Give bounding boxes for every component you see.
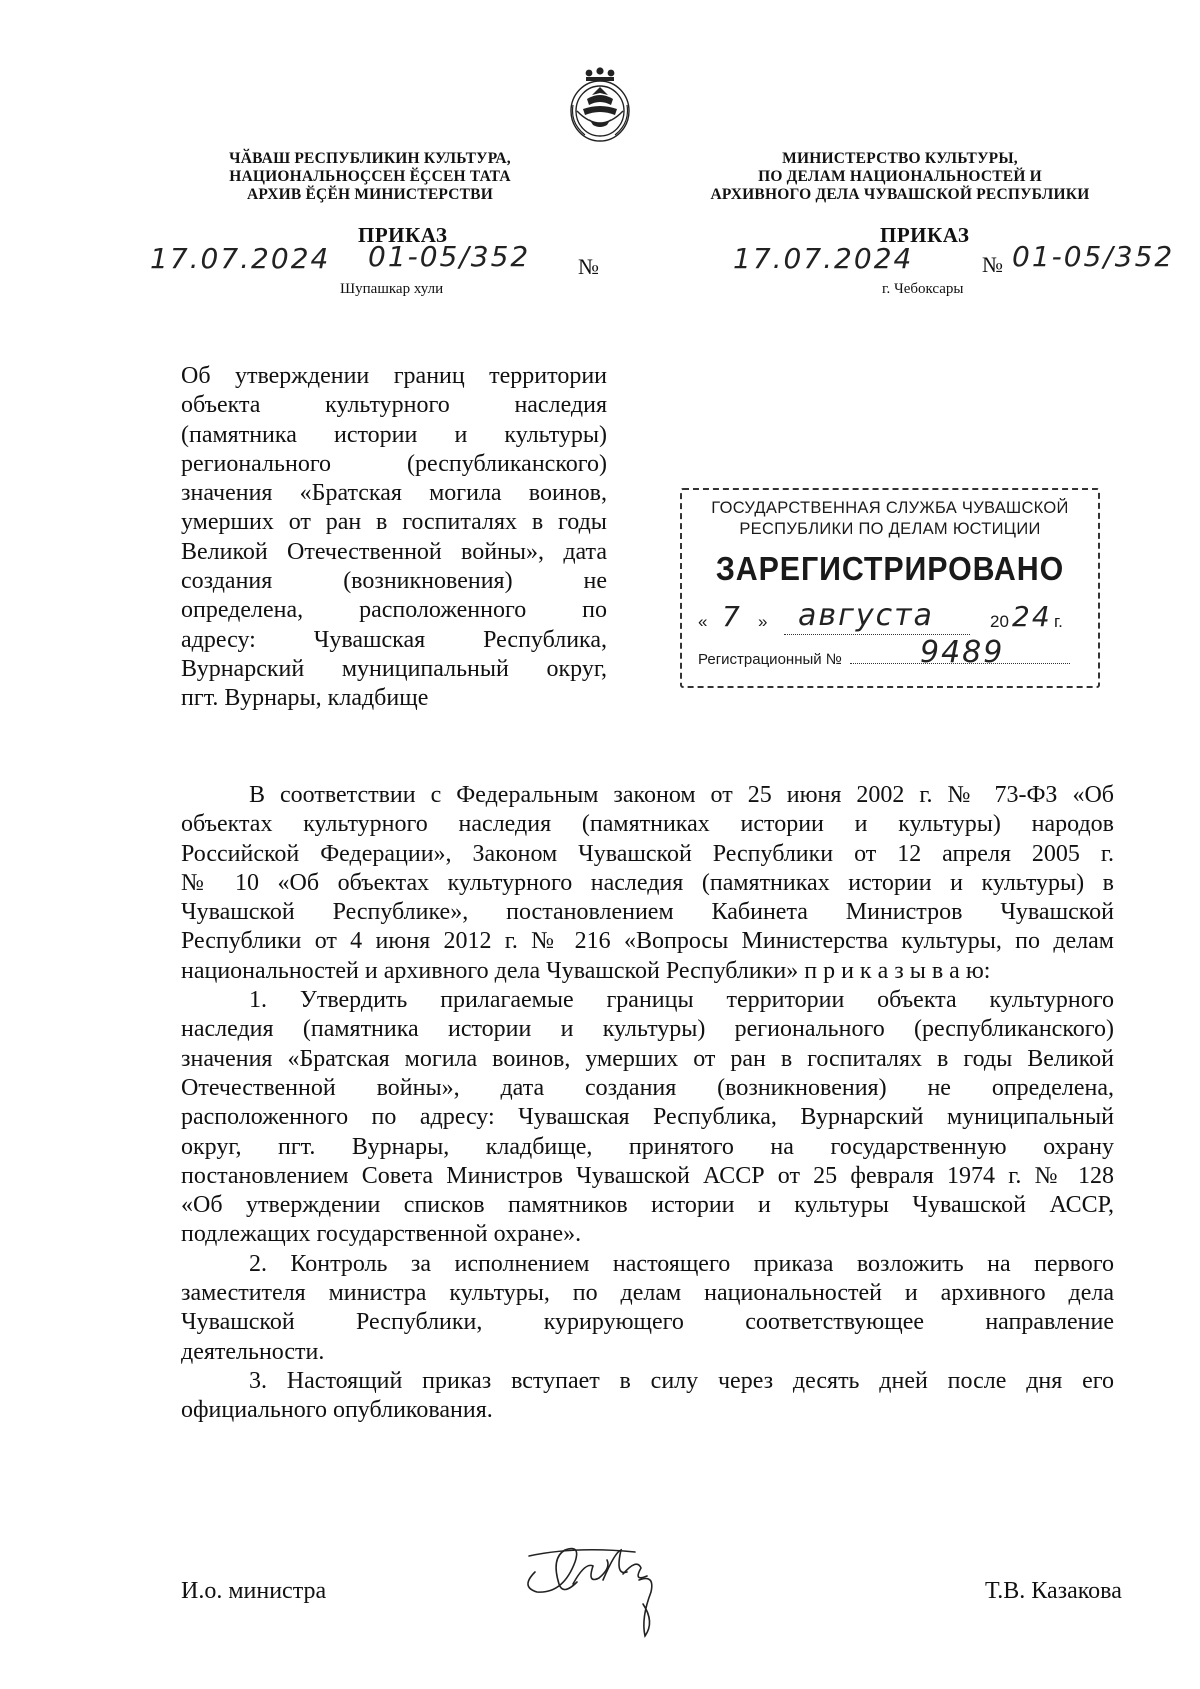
body-line: 3. Настоящий приказ вступает в силу через десять дней после дня его	[249, 1367, 1114, 1394]
order-body	[181, 781, 1114, 1426]
body-line: подлежащих государственной охране».	[181, 1221, 582, 1248]
title-line	[181, 479, 607, 508]
body-line: 2. Контроль за исполнением настоящего приказа возложить на первого	[249, 1250, 1114, 1277]
title-word: и	[454, 421, 468, 448]
body-line: наследия (памятника истории и культуры) регионального (республиканского)	[181, 1016, 1114, 1043]
order-city-right: г. Чебоксары	[882, 281, 964, 297]
title-word: могила	[429, 480, 502, 507]
title-word: культуры)	[504, 421, 607, 448]
signatory-name: Т.В. Казакова	[985, 1578, 1122, 1604]
title-word: «Братская	[299, 480, 402, 507]
title-word: умерших	[181, 509, 274, 536]
stamp-agency-line2: РЕСПУБЛИКИ ПО ДЕЛАМ ЮСТИЦИИ	[739, 520, 1041, 538]
org-name-russian-line: МИНИСТЕРСТВО КУЛЬТУРЫ,	[782, 150, 1018, 167]
title-word: по	[582, 597, 607, 624]
title-word: культурного	[325, 392, 450, 419]
title-word: в	[376, 509, 388, 536]
title-line	[181, 567, 607, 596]
title-word: госпиталях	[402, 509, 518, 536]
body-line: официального опубликования.	[181, 1397, 493, 1424]
org-name-chuvash-line: АРХИВ ӖҪӖН МИНИСТЕРСТВИ	[247, 186, 493, 203]
body-line: Отечественной войны», дата создания (возникновения) не определена,	[181, 1074, 1114, 1101]
order-number-left: 01-05/352	[368, 240, 531, 273]
title-line	[181, 391, 607, 420]
body-line: Республики от 4 июня 2012 г. № 216 «Вопросы Министерства культуры, по делам	[181, 928, 1114, 955]
body-line: № 10 «Об объектах культурного наследия (памятниках истории и культуры) в	[181, 869, 1114, 896]
order-label-right: ПРИКАЗ	[880, 223, 970, 247]
title-word: определена,	[181, 597, 304, 624]
stamp-quote-open: «	[698, 612, 708, 631]
body-line: расположенного по адресу: Чувашская Республика, Вурнарский муниципальный	[181, 1104, 1114, 1131]
order-number-sign-left: №	[578, 254, 599, 279]
org-name-russian-line: ПО ДЕЛАМ НАЦИОНАЛЬНОСТЕЙ И	[758, 168, 1042, 185]
body-line: Российской Федерации», Законом Чувашской Республики от 12 апреля 2005 г.	[181, 840, 1114, 867]
title-word: создания	[181, 568, 273, 595]
org-name-chuvash-line: ЧӐВАШ РЕСПУБЛИКИН КУЛЬТУРА,	[229, 150, 511, 167]
body-line: значения «Братская могила воинов, умерших от ран в госпиталях в годы Великой	[181, 1045, 1114, 1072]
org-name-russian	[710, 150, 1090, 204]
body-line: объектах культурного наследия (памятниках истории и культуры) народов	[181, 811, 1114, 838]
body-line: национальностей и архивного дела Чувашской Республики» п р и к а з ы в а ю:	[181, 957, 991, 984]
title-line	[181, 596, 607, 625]
order-label-left: ПРИКАЗ	[358, 223, 448, 247]
title-word: регионального	[181, 450, 332, 477]
title-word: расположенного	[359, 597, 527, 624]
handwritten-signature	[515, 1532, 675, 1642]
title-word: истории	[333, 421, 418, 448]
stamp-reg-row	[698, 651, 1070, 668]
title-word: адресу:	[181, 626, 256, 653]
org-name-chuvash-line: НАЦИОНАЛЬНОҪСЕН ӖҪСЕН ТАТА	[229, 168, 511, 185]
stamp-registered-label: ЗАРЕГИСТРИРОВАНО	[715, 550, 1065, 587]
signatory-position: И.о. министра	[181, 1578, 327, 1604]
order-date-left: 17.07.2024	[150, 242, 331, 275]
title-line: пгт. Вурнары, кладбище	[181, 685, 429, 712]
title-word: (возникновения)	[343, 568, 513, 595]
title-word: Вурнарский	[181, 655, 305, 682]
title-word: границ	[393, 363, 465, 389]
title-word: округ,	[546, 655, 607, 682]
body-line: постановлением Совета Министров Чувашской АССР от 25 февраля 1974 г. № 128	[181, 1162, 1114, 1189]
stamp-agency-line1: ГОСУДАРСТВЕННАЯ СЛУЖБА ЧУВАШСКОЙ	[711, 499, 1069, 517]
title-word: ран	[325, 509, 362, 536]
title-word: Великой	[181, 538, 268, 565]
stamp-month: августа	[798, 598, 934, 633]
title-word: годы	[558, 509, 607, 536]
title-word: дата	[563, 538, 607, 565]
body-line: В соответствии с Федеральным законом от 25 июня 2002 г. № 73-ФЗ «Об	[249, 782, 1114, 808]
title-word: в	[531, 509, 544, 536]
title-word: от	[288, 509, 311, 536]
title-word: войны»,	[461, 538, 545, 565]
title-line	[181, 450, 607, 479]
title-line	[181, 508, 607, 537]
registration-stamp	[680, 488, 1100, 688]
title-line	[181, 655, 607, 684]
body-line: 1. Утвердить прилагаемые границы территории объекта культурного	[249, 987, 1114, 1014]
order-city-left: Шупашкар хули	[340, 281, 444, 297]
title-line	[181, 362, 607, 391]
title-word: утверждении	[234, 363, 370, 389]
title-word: объекта	[181, 392, 261, 419]
stamp-reg-number: 9489	[920, 635, 1005, 670]
stamp-year-suffix: 24	[1012, 600, 1052, 633]
title-line	[181, 626, 607, 655]
title-word: не	[583, 568, 607, 595]
org-name-russian-line: АРХИВНОГО ДЕЛА ЧУВАШСКОЙ РЕСПУБЛИКИ	[710, 186, 1090, 203]
title-word: Об	[181, 363, 211, 389]
title-word: территории	[489, 363, 607, 389]
title-word: значения	[181, 480, 273, 507]
stamp-year-unit: г.	[1054, 612, 1063, 631]
stamp-year-prefix: 20	[990, 612, 1009, 631]
stamp-day: 7	[722, 600, 742, 633]
body-line: округ, пгт. Вурнары, кладбище, принятого на государственную охрану	[181, 1133, 1114, 1160]
title-word: муниципальный	[341, 655, 509, 682]
title-word: Республика,	[483, 626, 607, 653]
title-word: воинов,	[528, 480, 607, 507]
body-line: деятельности.	[181, 1338, 325, 1365]
title-word: Отечественной	[287, 538, 442, 565]
title-word: Чувашская	[313, 626, 426, 653]
title-word: (республиканского)	[407, 450, 607, 477]
org-name-chuvash	[200, 150, 540, 204]
stamp-quote-close: »	[758, 612, 768, 631]
order-date-right: 17.07.2024	[733, 242, 914, 275]
body-line: «Об утверждении списков памятников истории и культуры Чувашской АССР,	[181, 1192, 1114, 1219]
title-word: наследия	[514, 392, 607, 419]
order-title	[181, 362, 607, 714]
body-line: заместителя министра культуры, по делам национальностей и архивного дела	[181, 1280, 1114, 1307]
coat-of-arms-emblem	[567, 65, 633, 145]
title-line	[181, 421, 607, 450]
order-number-sign-right: №	[982, 252, 1003, 277]
body-line: Чувашской Республики, курирующего соответствующее направление	[181, 1309, 1114, 1336]
title-line	[181, 538, 607, 567]
body-line: Чувашской Республике», постановлением Кабинета Министров Чувашской	[181, 899, 1114, 926]
stamp-reg-label: Регистрационный №	[698, 651, 842, 668]
title-word: (памятника	[181, 421, 297, 448]
order-number-right: 01-05/352	[1012, 240, 1175, 273]
